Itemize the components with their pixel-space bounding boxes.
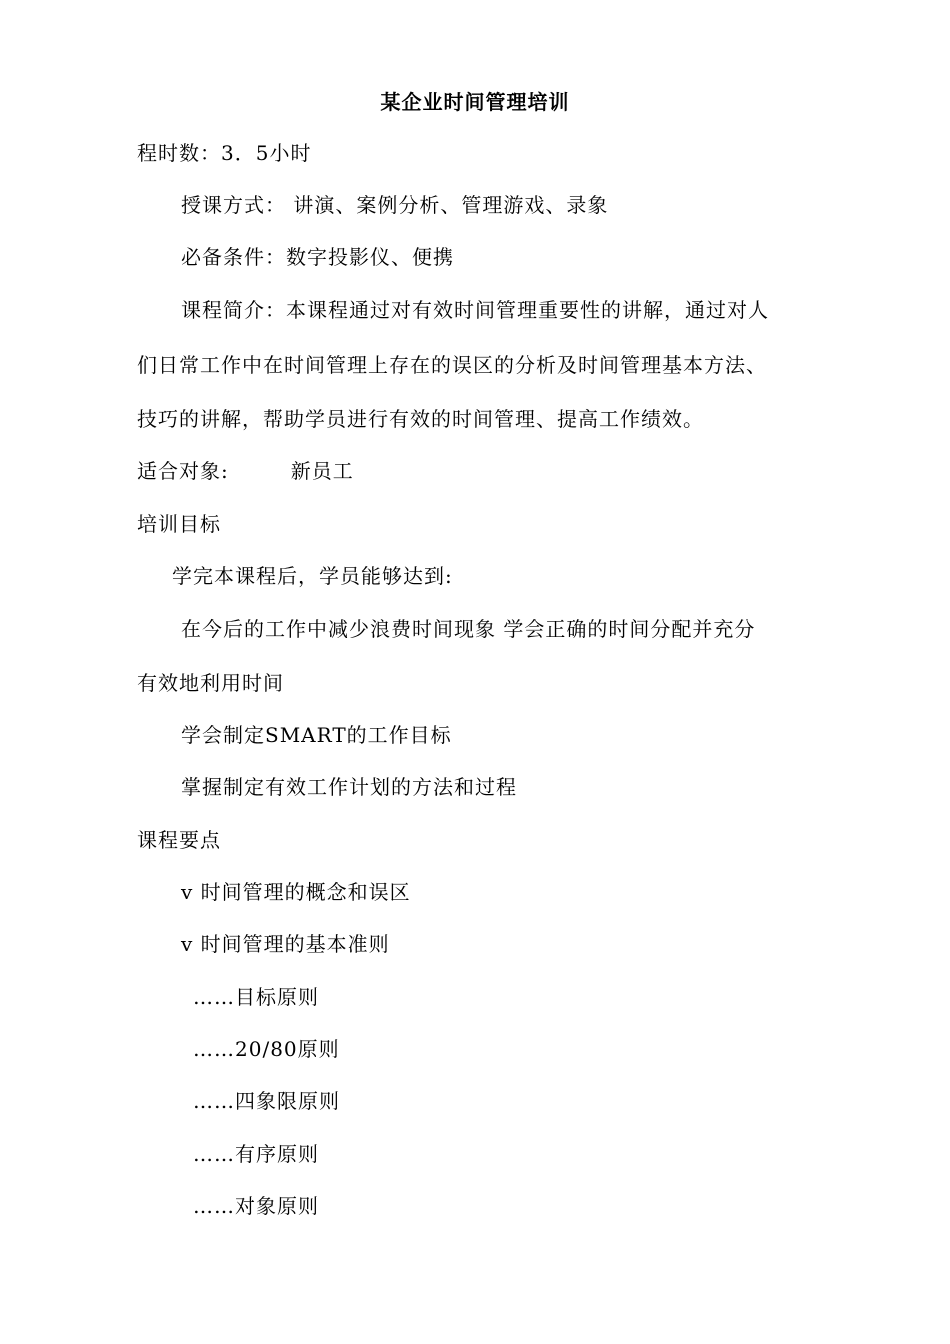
goal-3: 掌握制定有效工作计划的方法和过程: [181, 775, 517, 799]
audience-label: 适合对象:: [137, 459, 229, 483]
goal-2: 学会制定SMART的工作目标: [181, 723, 452, 747]
sub-point-2: ……20/80原则: [193, 1037, 340, 1061]
goals-intro: 学完本课程后，学员能够达到:: [172, 564, 453, 588]
point-1: v 时间管理的概念和误区: [181, 880, 411, 904]
audience-row: [137, 457, 354, 485]
points-heading: 课程要点: [137, 828, 221, 852]
sub-point-1: ……目标原则: [193, 985, 319, 1009]
audience-value: 新员工: [290, 459, 354, 483]
goal-1-line-2: 有效地利用时间: [137, 671, 284, 695]
goal-1-line-1: 在今后的工作中减少浪费时间现象 学会正确的时间分配并充分: [181, 617, 756, 641]
sub-point-5: ……对象原则: [193, 1194, 319, 1218]
requirements: 必备条件：数字投影仪、便携: [181, 245, 454, 269]
document-title: 某企业时间管理培训: [380, 90, 570, 114]
sub-point-4: ……有序原则: [193, 1142, 319, 1166]
teaching-method: 授课方式： 讲演、案例分析、管理游戏、录象: [181, 193, 609, 217]
intro-line-1: 课程简介：本课程通过对有效时间管理重要性的讲解，通过对人: [181, 298, 769, 322]
course-hours: 程时数：3．5小时: [137, 141, 312, 165]
intro-line-2: 们日常工作中在时间管理上存在的误区的分析及时间管理基本方法、: [137, 353, 767, 377]
point-2: v 时间管理的基本准则: [181, 932, 390, 956]
goals-heading: 培训目标: [137, 512, 221, 536]
intro-line-3: 技巧的讲解，帮助学员进行有效的时间管理、提高工作绩效。: [137, 407, 704, 431]
sub-point-3: ……四象限原则: [193, 1089, 340, 1113]
